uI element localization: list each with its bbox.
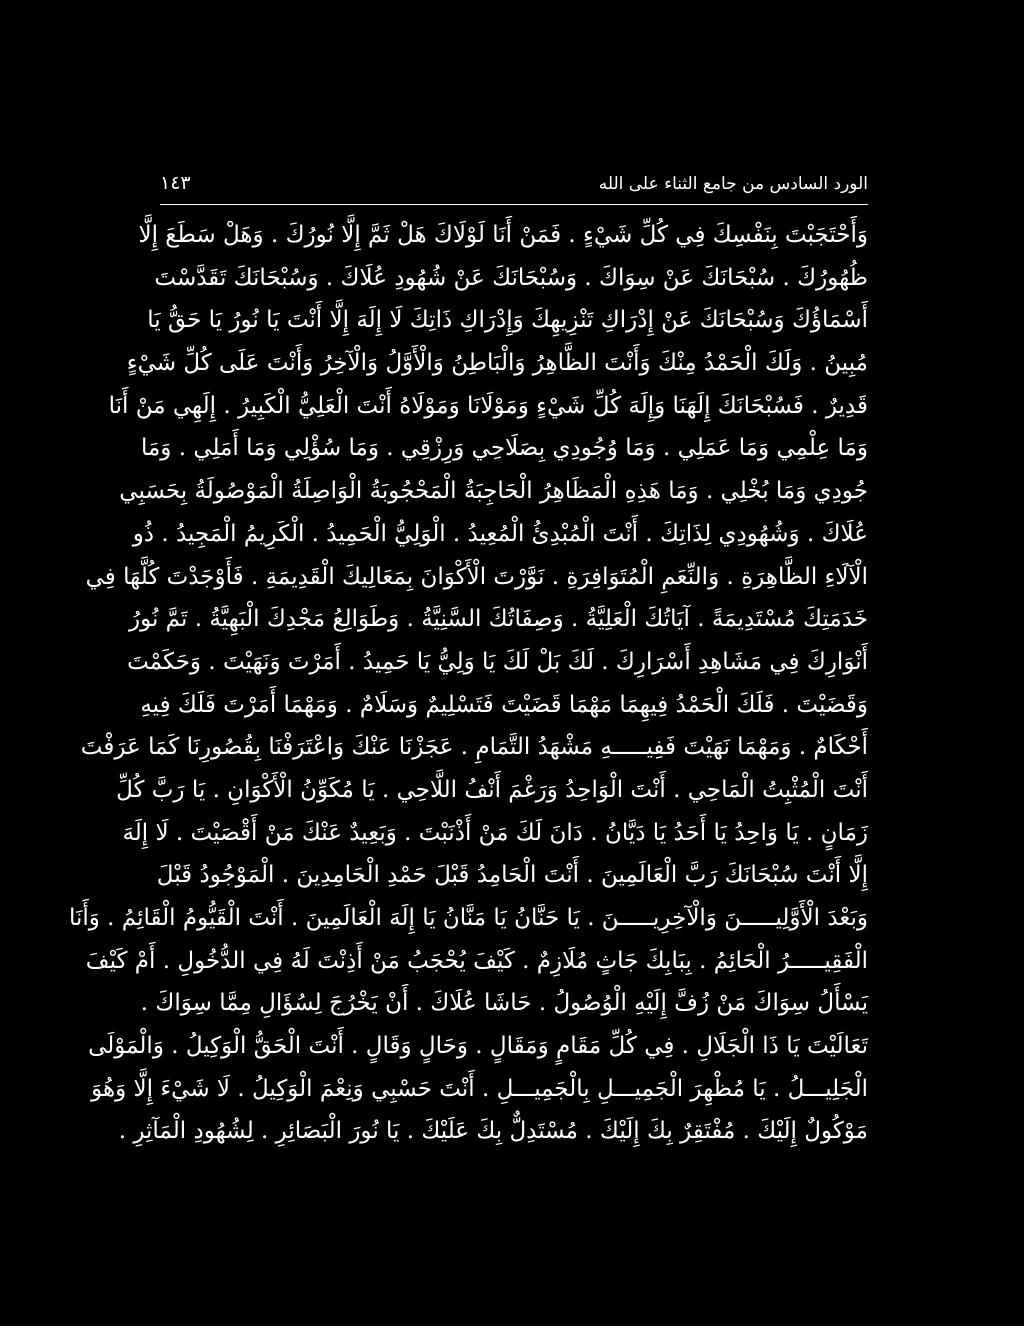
- page-number: ١٤٣: [160, 172, 191, 194]
- text-line: إِلَّا أَنْتَ سُبْحَانَكَ رَبَّ الْعَالَمِينَ . أَنْتَ الْحَامِدُ قَبْلَ حَمْدِ الْحَامِدِينَ . الْمَوْجُودُ قَبْلَ: [156, 862, 868, 889]
- text-line: وَأَحْتَجَبْتَ بِنَفْسِكَ فِي كُلِّ شَيْءٍ . فَمَنْ أَنَا لَوْلَاكَ هَلْ ثَمَّ إِلَّا نُورُكَ . وَهَلْ سَطَعَ إِلَّا: [138, 222, 868, 248]
- text-line: وَمَا عِلْمِي وَمَا عَمَلِي . وَمَا وُجُودِي بِصَلَاحِي وَرِزْقِي . وَمَا سُؤْلِي وَمَا أَمَلِي . وَمَا: [140, 435, 868, 462]
- text-line: عُلَاكَ . وَشُهُودِي لِذَاتِكَ . أَنْتَ الْمُبْدِئُ الْمُعِيدُ . الْوَلِيُّ الْحَمِيدُ . الْكَرِيمُ الْمَجِيدُ . ذُو: [132, 520, 868, 547]
- text-line: مَوْكُولٌ إِلَيْكَ . مُفْتَقِرٌ بِكَ إِلَيْكَ . مُسْتَدِلٌّ بِكَ عَلَيْكَ . يَا نُورَ الْبَصَائِرِ . لِشُهُودِ الْمَآثِرِ .: [118, 1118, 868, 1145]
- text-line: أَنْوَارِكَ فِي مَشَاهِدِ أَسْرَارِكَ . لَكَ بَلْ لَكَ يَا وَلِيُّ يَا حَمِيدُ . أَمَرْتَ وَنَهَيْتَ . وَحَكَمْتَ: [127, 648, 868, 675]
- text-line: أَحْكَامٌ . وَمَهْمَا نَهَيْتَ فَفِيـــــهِ مَشْهَدُ التَّمَامِ . عَجَزْنَا عَنْكَ وَاعْتَرَفْنَا بِقُصُورِنَا كَمَا عَرَفْتَ: [80, 734, 868, 761]
- book-page: [68, 170, 868, 1170]
- text-line: مُبِينُ . وَلَكَ الْحَمْدُ مِنْكَ وَأَنْتَ الظَّاهِرُ وَالْبَاطِنُ وَالْأَوَّلُ وَالْآخِرُ وَأَنْتَ عَلَى كُلِّ شَيْءٍ: [126, 350, 868, 377]
- text-line: زَمَانٍ . يَا وَاحِدُ يَا أَحَدُ يَا دَيَّانُ . دَانَ لَكَ مَنْ أَذْنَبْتَ . وَبَعِيدٌ عَنْكَ مَنْ أَقْصَيْتَ . لَا إِلَهَ: [122, 819, 868, 846]
- prayer-text: [68, 214, 868, 1153]
- page-header: [160, 170, 868, 204]
- text-line: قَدِيرٌ . فَسُبْحَانَكَ إِلَهَنَا وَإِلَهَ كُلِّ شَيْءٍ وَمَوْلَانَا وَمَوْلَاهُ أَنْتَ الْعَلِيُّ الْكَبِيرُ . إِلَهِي مَنْ أَنَا: [108, 392, 868, 419]
- text-line: الْآلَاءِ الظَّاهِرَةِ . وَالنِّعَمِ الْمُتَوَافِرَةِ . نَوَّرْتَ الْأَكْوَانَ بِمَعَالِيكَ الْقَدِيمَةِ . فَأَوْجَدْتَ كُلَّهَا فِي: [85, 563, 868, 590]
- text-line: الْفَقِيـــــرُ الْحَائِمُ . بِبَابِكَ جَاثٍ مُلَازِمٌ . كَيْفَ يُحْجَبُ مَنْ أَذِنْتَ لَهُ فِي الدُّخُولِ . أَمْ كَيْفَ: [85, 947, 868, 974]
- text-line: أَسْمَاؤُكَ وَسُبْحَانَكَ عَنْ إِدْرَاكِ تَنْزِيهِكَ وَإِدْرَاكِ ذَاتِكَ لَا إِلَهَ إِلَّا أَنْتَ يَا نُورُ يَا حَقُّ يَا: [147, 307, 868, 334]
- text-line: وَبَعْدَ الْأَوَّلِيـــــنَ وَالْآخِرِيـــــنَ . يَا حَنَّانُ يَا مَنَّانُ يَا إِلَهَ الْعَالَمِينَ . أَنْتَ الْقَيُّومُ الْقَائِمُ . وَأَنَا: [68, 905, 868, 931]
- header-divider: [160, 204, 868, 205]
- text-line: الْجَلِيـــلُ . يَا مُظْهِرَ الْجَمِيـــلِ بِالْجَمِيـــلِ . أَنْتَ حَسْبِي وَنِعْمَ الْوَكِيلُ . لَا شَيْءَ إِلَّا وَهُوَ: [91, 1075, 868, 1102]
- text-line: وَقَضَيْتَ . فَلَكَ الْحَمْدُ فِيهِمَا مَهْمَا قَضَيْتَ فَتَسْلِيمٌ وَسَلَامٌ . وَمَهْمَا أَمَرْتَ فَلَكَ فِيهِ: [140, 691, 868, 718]
- text-line: خَدَمَتِكَ مُسْتَدِيمَةً . آيَاتُكَ الْعَلِيَّةُ . وَصِفَاتُكَ السَّنِيَّةُ . وَطَوَالِعُ مَجْدِكَ الْبَهِيَّةُ . تَمَّ نُورُ: [128, 606, 868, 633]
- text-line: جُودِي وَمَا بُخْلِي . وَمَا هَذِهِ الْمَظَاهِرُ الْحَاجِبَةُ الْمَحْجُوبَةُ الْوَاصِلَةُ الْمَوْصُولَةُ بِحَسَبِي: [119, 478, 868, 505]
- text-line: تَعَالَيْتَ يَا ذَا الْجَلَالِ . فِي كُلِّ مَقَامٍ وَمَقَالٍ . وَحَالٍ وَقَالٍ . أَنْتَ الْحَقُّ الْوَكِيلُ . وَالْمَوْلَى: [88, 1033, 868, 1060]
- text-line: يَسْأَلُ سِوَاكَ مَنْ زُفَّ إِلَيْهِ الْوُصُولُ . حَاشَا عُلَاكَ . أَنْ يَخْرُجَ لِسُؤَالِ مِمَّا سِوَاكَ .: [140, 990, 868, 1017]
- text-line: ظُهُورُكَ . سُبْحَانَكَ عَنْ سِوَاكَ . وَسُبْحَانَكَ عَنْ شُهُودِ عُلَاكَ . وَسُبْحَانَكَ تَقَدَّسْتَ: [154, 264, 868, 291]
- text-line: أَنْتَ الْمُثْبِتُ الْمَاحِي . أَنْتَ الْوَاحِدُ وَرَغْمَ أَنْفُ اللَّاحِي . يَا مُكَوِّنُ الْأَكْوَانِ . يَا رَبَّ كُلِّ: [116, 776, 868, 803]
- running-title: الورد السادس من جامع الثناء على الله: [598, 174, 868, 194]
